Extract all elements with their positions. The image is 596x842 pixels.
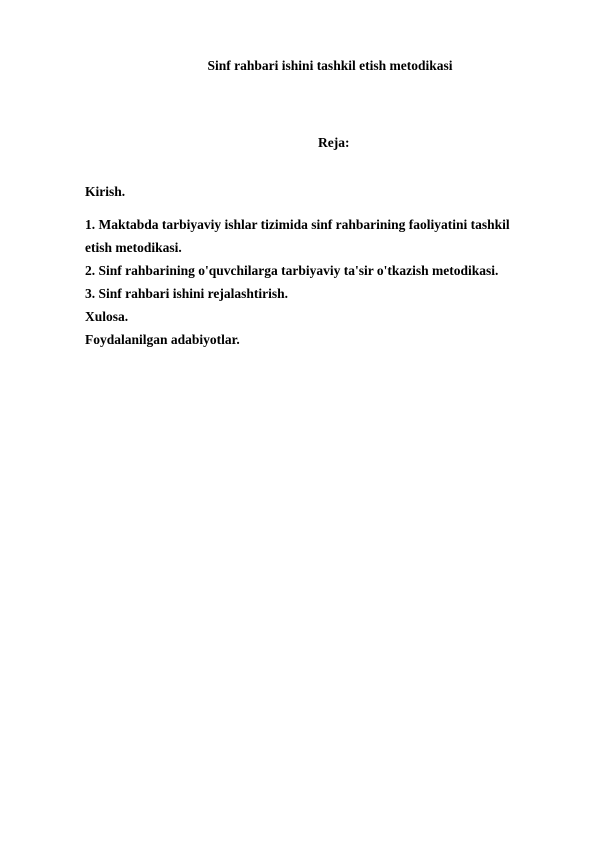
document-title: Sinf rahbari ishini tashkil etish metodikasi <box>207 58 453 73</box>
plan-item-3: 3. Sinf rahbari ishini rejalashtirish. <box>85 286 289 301</box>
plan-heading: Reja: <box>318 135 350 150</box>
plan-item-1-continued: etish metodikasi. <box>85 240 182 255</box>
plan-list <box>85 180 555 351</box>
plan-item-2: 2. Sinf rahbarining o'quvchilarga tarbiyaviy ta'sir o'tkazish metodikasi. <box>85 263 499 278</box>
plan-item-intro: Kirish. <box>85 184 126 199</box>
plan-item-conclusion: Xulosa. <box>85 309 129 324</box>
plan-item-1: 1. Maktabda tarbiyaviy ishlar tizimida sinf rahbarining faoliyatini tashkil <box>85 217 510 232</box>
plan-item-references: Foydalanilgan adabiyotlar. <box>85 332 240 347</box>
